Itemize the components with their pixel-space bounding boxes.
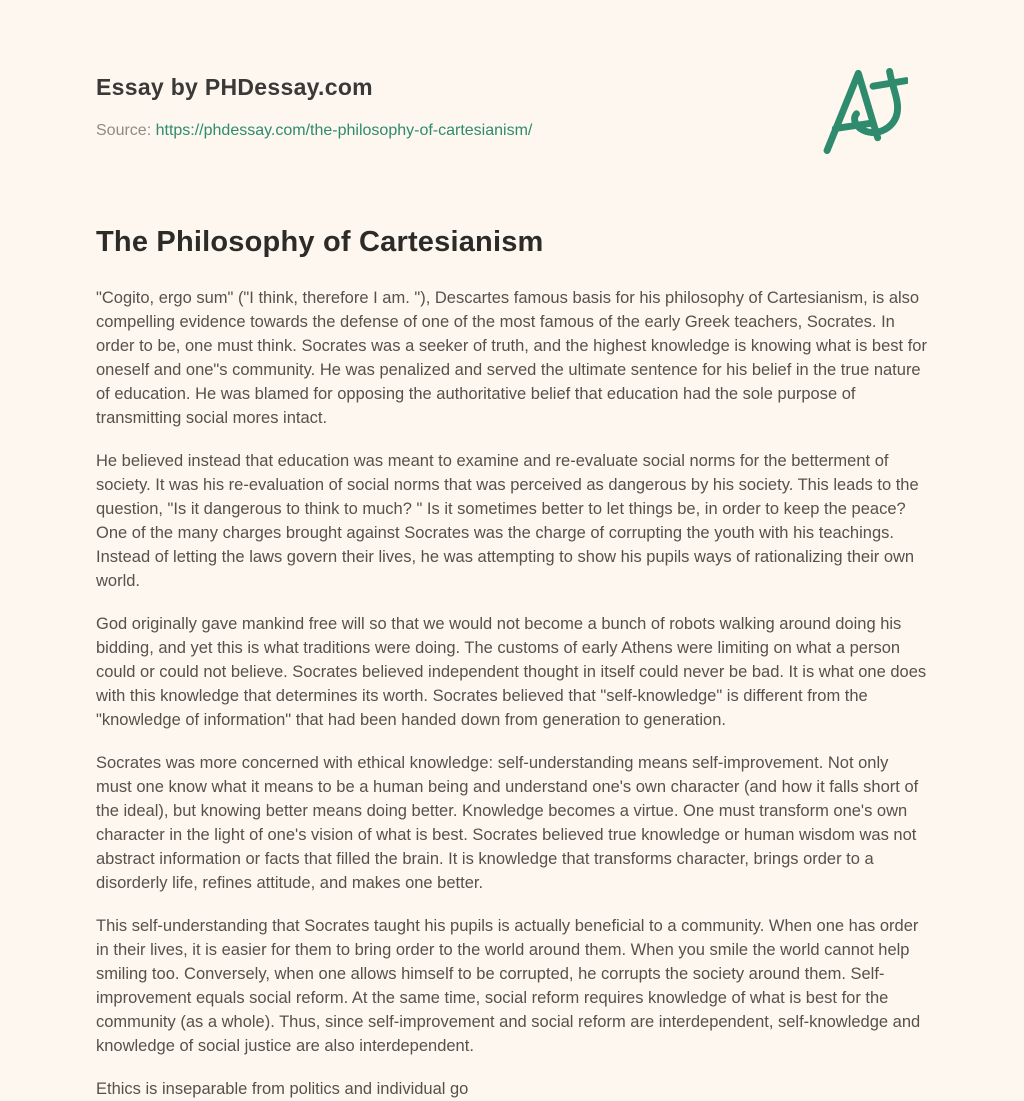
article-paragraph: This self-understanding that Socrates taught his pupils is actually beneficial to a community. When one has order in their lives, it is easier for them to bring order to the world around them. When you smile the world cannot help smiling too. Conversely, when one allows himself to be corrupted, he corrupts the society around them. Self-improvement equals social reform. At the same time, social reform requires knowledge of what is best for the community (as a whole). Thus, since self-improvement and social reform are interdependent, self-knowledge and knowledge of social justice are also interdependent. <box>96 917 921 1055</box>
source-line <box>96 122 928 140</box>
article-paragraph: Ethics is inseparable from politics and individual go <box>96 1080 469 1098</box>
phdessay-a-plus-logo-icon <box>816 60 908 162</box>
source-url-link[interactable]: https://phdessay.com/the-philosophy-of-cartesianism/ <box>155 122 533 139</box>
site-header-title: Essay by PHDessay.com <box>96 74 373 100</box>
article-paragraph: He believed instead that education was meant to examine and re-evaluate social norms for the betterment of society. It was his re-evaluation of social norms that was perceived as dangerous by his society. This leads to the question, "Is it dangerous to think to much? " Is it sometimes better to let things be, in order to keep the peace? One of the many charges brought against Socrates was the charge of corrupting the youth with his teachings. Instead of letting the laws govern their lives, he was attempting to show his pupils ways of rationalizing their own world. <box>96 452 919 590</box>
article-paragraph: Socrates was more concerned with ethical knowledge: self-understanding means self-improvement. Not only must one know what it means to be a human being and understand one's own character (and how it falls short of the ideal), but knowing better means doing better. Knowledge becomes a virtue. One must transform one's own character in the light of one's vision of what is best. Socrates believed true knowledge or human wisdom was not abstract information or facts that filled the brain. It is knowledge that transforms character, brings order to a disorderly life, refines attitude, and makes one better. <box>96 754 919 892</box>
article-paragraph: God originally gave mankind free will so that we would not become a bunch of robots walking around doing his bidding, and yet this is what traditions were doing. The customs of early Athens were limiting on what a person could or could not believe. Socrates believed independent thought in itself could never be bad. It is what one does with this knowledge that determines its worth. Socrates believed that "self-knowledge" is different from the "knowledge of information" that had been handed down from generation to generation. <box>96 615 927 729</box>
source-label: Source: <box>96 122 152 139</box>
article-paragraph: "Cogito, ergo sum" ("I think, therefore I am. "), Descartes famous basis for his philosophy of Cartesianism, is also compelling evidence towards the defense of one of the most famous of the early Greek teachers, Socrates. In order to be, one must think. Socrates was a seeker of truth, and the highest knowledge is knowing what is best for oneself and one"s community. He was penalized and served the ultimate sentence for his belief in the true nature of education. He was blamed for opposing the authoritative belief that education had the sole purpose of transmitting social mores intact. <box>96 289 927 427</box>
article-title: The Philosophy of Cartesianism <box>96 226 544 258</box>
article-body <box>96 286 928 1101</box>
